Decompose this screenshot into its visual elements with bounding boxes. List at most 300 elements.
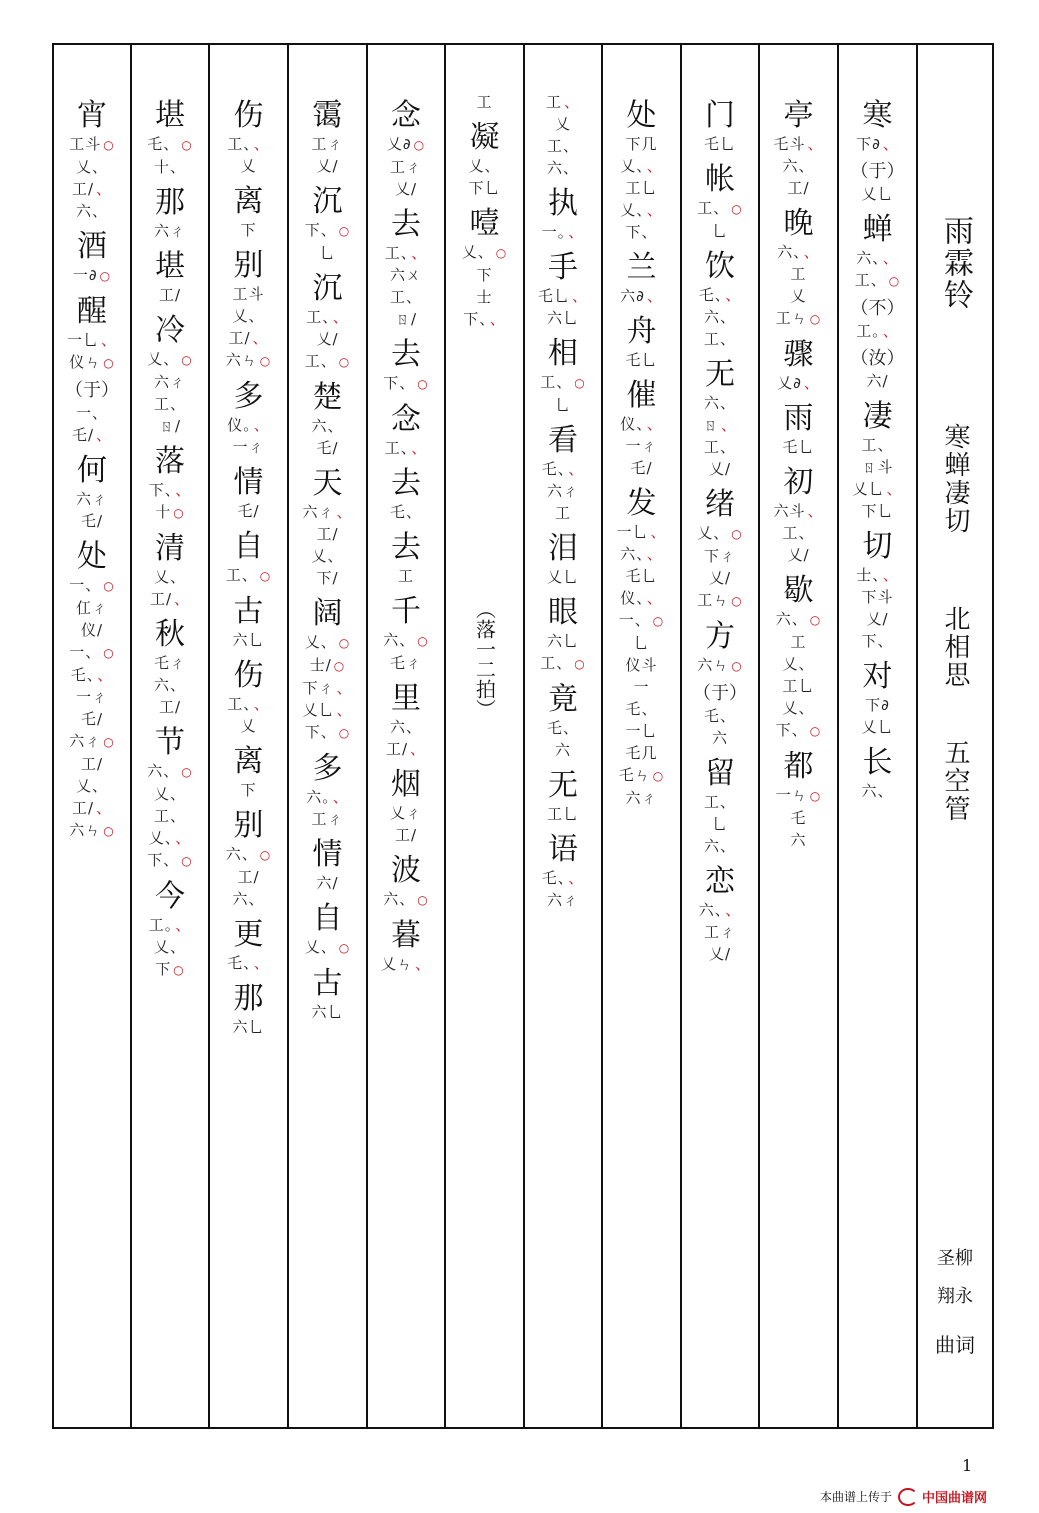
lyric-character: 多 — [312, 751, 343, 786]
gongche-note: 乂ㄣ 、 — [380, 955, 432, 973]
gongche-note: 乂∕ — [787, 546, 810, 564]
gongche-note: 工∕ 、 — [149, 590, 191, 608]
gongche-note: 下、 — [861, 632, 894, 650]
lyric-character: 离 — [233, 744, 264, 779]
lyric-character: 别 — [233, 248, 264, 283]
beat-tick-icon: 、 — [96, 180, 113, 198]
lyric-character: 帐 — [705, 162, 735, 197]
gongche-note: 乂、 — [75, 777, 108, 795]
gongche-note: 下、 — [625, 223, 658, 241]
score-column-01 — [839, 45, 918, 1427]
beat-dot-icon: ○ — [495, 246, 508, 260]
gongche-note: 工ㄣ ○ — [775, 309, 822, 327]
gongche-note: 乂、 、 — [620, 201, 663, 219]
beat-dot-icon: ○ — [173, 506, 185, 520]
gongche-note: 工ㄔ — [389, 158, 422, 176]
beat-dot-icon: ○ — [259, 848, 272, 862]
gongche-note: 六ㄣ ○ — [225, 351, 272, 369]
gongche-note: 六。 、 — [306, 788, 349, 806]
beat-tick-icon: 、 — [253, 416, 270, 434]
tune-name: 雨霖铃 — [938, 215, 973, 311]
gongche-note: 仪∕ — [80, 621, 104, 639]
gongche-note: 工乚 — [546, 805, 579, 823]
gongche-note: 下、 ○ — [304, 723, 351, 741]
lyric-character: 语 — [548, 832, 578, 867]
gongche-note: 一ㄔ — [75, 688, 108, 706]
gongche-note: 下 — [476, 266, 493, 284]
gongche-note: 乂、 — [782, 699, 815, 717]
gongche-note: 一 — [633, 678, 650, 696]
lyric-character: 堪 — [155, 98, 185, 133]
lyric-character: 凄 — [862, 399, 893, 434]
gongche-note: 下∕ — [316, 569, 339, 587]
gongche-note: 六、 — [703, 837, 736, 855]
beat-tick-icon: 、 — [882, 322, 899, 340]
gongche-note: 仪斗 — [625, 656, 658, 674]
lyric-character: 眼 — [548, 595, 578, 630]
beat-tick-icon: 、 — [411, 244, 428, 262]
gongche-note: 工、 、 — [227, 135, 270, 153]
lyric-character: 烟 — [391, 767, 421, 802]
lyric-character: 门 — [705, 98, 735, 133]
gongche-note: 工∕ 、 — [71, 180, 113, 198]
gongche-note: 工∕ — [316, 525, 339, 543]
footer — [820, 1487, 1030, 1506]
gongche-note: 乇∕ — [80, 710, 104, 728]
lyric-character: 亭 — [783, 98, 814, 133]
lyric-character: 处 — [77, 539, 107, 574]
lyric-character: 千 — [391, 594, 421, 629]
lyric-character: 去 — [391, 530, 421, 565]
lyric-character: 凝 — [469, 120, 500, 155]
beat-dot-icon: ○ — [338, 224, 351, 238]
gongche-note: 六∕ — [866, 372, 889, 390]
lyric-character: 情 — [312, 837, 343, 872]
lyric-character: 留 — [705, 756, 735, 791]
gongche-note: 六ㄔ — [75, 490, 108, 508]
beat-dot-icon: ○ — [103, 824, 115, 838]
gongche-note: 士、 、 — [856, 566, 899, 584]
lyric-character: 泪 — [548, 531, 578, 566]
footer-text: 本曲谱上传于 — [820, 1490, 893, 1504]
lyric-character: 噎 — [469, 206, 500, 241]
lyric-character: 别 — [233, 808, 264, 843]
beat-tick-icon: 、 — [253, 954, 270, 972]
beat-tick-icon: 、 — [886, 480, 903, 498]
gongche-note: ㄖ 、 — [702, 416, 738, 434]
gongche-note: 乂∂ ○ — [386, 135, 426, 153]
gongche-note: 六乚 — [232, 631, 265, 649]
beat-tick-icon: 、 — [336, 701, 353, 719]
beat-tick-icon: 、 — [568, 869, 585, 887]
gongche-note: ㄖ斗 — [861, 458, 894, 476]
lyric-character: 去 — [391, 466, 421, 501]
beat-tick-icon: 、 — [646, 545, 663, 563]
inserted-syllable: （不） — [850, 298, 905, 319]
gongche-note: 乚 — [633, 634, 650, 652]
gongche-note: 一∂ ○ — [72, 266, 112, 284]
title-column — [918, 45, 992, 1427]
gongche-note: 十、 — [153, 158, 186, 176]
gongche-note: 六、 ○ — [775, 610, 822, 628]
gongche-note: 乂乚 — [546, 568, 579, 586]
gongche-note: 六ㄔ — [153, 222, 186, 240]
lyric-character: 情 — [233, 465, 264, 500]
lyric-character: 晚 — [783, 206, 814, 241]
gongche-note: 一ㄔ — [232, 438, 265, 456]
gongche-note: 士∕ ○ — [309, 656, 346, 674]
gongche-note: 六、 、 — [856, 249, 899, 267]
lyric-character: 去 — [391, 337, 421, 372]
gongche-note: 乂、 — [153, 938, 186, 956]
gongche-note: 乇、 — [389, 503, 422, 521]
gongche-note: 一ㄣ ○ — [775, 786, 822, 804]
beat-dot-icon: ○ — [181, 138, 193, 152]
beat-dot-icon: ○ — [809, 789, 822, 803]
gongche-note: 六∂ 、 — [620, 287, 663, 305]
gongche-note: 六斗 、 — [773, 502, 824, 520]
beat-dot-icon: ○ — [652, 614, 665, 628]
gongche-note: 工∕ — [158, 698, 182, 716]
gongche-note: 工、 — [703, 330, 736, 348]
lyric-character: 去 — [391, 207, 421, 242]
gongche-note: 工 — [790, 633, 807, 651]
gongche-note: 下∂ 、 — [856, 135, 899, 153]
beat-dot-icon: ○ — [181, 353, 193, 367]
gongche-note: 六、 ○ — [383, 631, 429, 649]
beat-tick-icon: 、 — [725, 901, 742, 919]
gongche-note: 工 、 — [545, 93, 581, 111]
gongche-note: 六ㄣ ○ — [697, 656, 743, 674]
beat-tick-icon: 、 — [253, 135, 270, 153]
lyric-character: 自 — [312, 901, 343, 936]
score-column-11 — [54, 45, 132, 1427]
gongche-note: 六、 — [703, 308, 736, 326]
gongche-note: 乂ㄔ — [389, 804, 422, 822]
gongche-note: 一乚 、 — [66, 331, 118, 349]
beat-tick-icon: 、 — [646, 201, 663, 219]
gongche-note: 工 — [790, 265, 807, 283]
beat-dot-icon: ○ — [731, 527, 743, 541]
gongche-note: 一乚 、 — [616, 523, 667, 541]
lyric-character: 今 — [155, 879, 185, 914]
score-column-04 — [603, 45, 682, 1427]
gongche-note: 工、 ○ — [540, 373, 586, 391]
gongche-note: 乂∕ — [708, 569, 732, 587]
gongche-note: 乇、 — [703, 707, 736, 725]
inserted-syllable: （汝） — [850, 348, 905, 369]
gongche-note: 工∕ 、 — [385, 740, 427, 758]
gongche-note: 六、 ○ — [225, 845, 272, 863]
gongche-note: 乇、 、 — [698, 286, 742, 304]
lyric-character: 发 — [626, 486, 657, 521]
inserted-syllable: （于） — [693, 683, 747, 704]
gongche-note: 乇、 、 — [70, 666, 114, 684]
score-column-09 — [210, 45, 289, 1427]
gongche-note: 工 — [554, 504, 571, 522]
lyric-character: 落 — [155, 444, 185, 479]
lyric-character: 天 — [312, 466, 343, 501]
lyric-character: 竟 — [548, 682, 578, 717]
gongche-note: 乂、 — [468, 157, 501, 175]
gongche-note: 六乚 — [546, 309, 579, 327]
gongche-note: 乇乚 、 — [537, 287, 589, 305]
gongche-note: 下、 ○ — [304, 221, 351, 239]
gongche-note: 六 — [790, 831, 807, 849]
gongche-note: 工∕ 、 — [228, 329, 269, 347]
gongche-note: 乂∕ — [708, 460, 732, 478]
lyric-character: 蝉 — [862, 212, 893, 247]
gongche-note: 六、 — [153, 676, 186, 694]
first-line: 寒蝉凄切 — [940, 423, 970, 535]
gongche-note: 乂、 — [232, 307, 265, 325]
beat-tick-icon: 、 — [564, 93, 581, 111]
gongche-note: 工、 — [546, 137, 579, 155]
lyric-character: 兰 — [626, 250, 657, 285]
gongche-note: 六ㄔ — [546, 891, 579, 909]
gongche-note: 乂∕ — [394, 180, 418, 198]
gongche-note: 工乚 — [782, 677, 815, 695]
beat-tick-icon: 、 — [411, 439, 428, 457]
beat-dot-icon: ○ — [99, 269, 112, 283]
score-column-02 — [760, 45, 839, 1427]
gongche-note: 工、 — [153, 395, 186, 413]
lyric-character: 舟 — [626, 314, 657, 349]
gongche-note: 乇、 、 — [227, 954, 270, 972]
footer-site-link[interactable]: 中国曲谱网 — [922, 1491, 988, 1506]
lyric-character: 相 — [548, 336, 578, 371]
gongche-note: 下ㄔ 、 — [302, 679, 353, 697]
credit-role: 曲词 — [935, 1333, 975, 1357]
lyric-character: 无 — [705, 357, 735, 392]
gongche-note: 下几 — [625, 135, 658, 153]
score-column-06 — [446, 45, 525, 1427]
gongche-note: 下∂ — [865, 696, 890, 714]
gongche-note: 六、 — [232, 890, 265, 908]
lyric-character: 饮 — [705, 249, 735, 284]
gongche-note: 工。 、 — [148, 916, 192, 934]
beat-tick-icon: 、 — [568, 223, 585, 241]
lyric-character: 波 — [391, 853, 421, 888]
beat-tick-icon: 、 — [97, 666, 114, 684]
gongche-note: ㄖ∕ — [394, 310, 418, 328]
gongche-note: 下、 ○ — [147, 851, 193, 869]
gongche-note: 工、 ○ — [854, 271, 901, 289]
beat-tick-icon: 、 — [101, 331, 118, 349]
gongche-note: 乇ㄔ — [153, 654, 186, 672]
gongche-note: 乇、 — [625, 700, 658, 718]
gongche-note: 工∕ — [787, 179, 810, 197]
gongche-note: 下 — [240, 781, 257, 799]
lyric-character: 堪 — [155, 249, 185, 284]
lyric-character: 沉 — [312, 271, 343, 306]
gongche-note: 工、 、 — [306, 308, 349, 326]
gongche-note: 乂∕ — [866, 610, 889, 628]
gongche-note: 乂乚 — [861, 185, 894, 203]
gongche-note: 工∕ — [158, 286, 182, 304]
lyric-character: 初 — [783, 465, 814, 500]
gongche-note: 士 — [476, 288, 493, 306]
lyric-character: 自 — [233, 529, 264, 564]
gongche-note: 乂、 ○ — [461, 243, 508, 261]
gongche-note: 六、 — [311, 417, 344, 435]
gongche-note: 下、 、 — [148, 481, 192, 499]
lyric-character: 看 — [548, 423, 578, 458]
gongche-note: 乇 — [790, 809, 807, 827]
beat-tick-icon: 、 — [803, 243, 820, 261]
beat-tick-icon: 、 — [725, 286, 742, 304]
gongche-note: 工、 、 — [227, 695, 270, 713]
beat-dot-icon: ○ — [417, 634, 429, 648]
beat-dot-icon: ○ — [413, 138, 426, 152]
gongche-note: 乂、 、 — [148, 829, 192, 847]
lyric-character: 那 — [155, 185, 185, 220]
gongche-note: 六ㄔ ○ — [69, 732, 115, 750]
site-logo-icon — [898, 1488, 918, 1506]
beat-tick-icon: 、 — [175, 481, 192, 499]
lyric-character: 寒 — [862, 98, 893, 133]
gongche-note: 一、 ○ — [69, 576, 115, 594]
beat-tick-icon: 、 — [332, 788, 349, 806]
gongche-note: 六、 — [389, 718, 422, 736]
score-column-03 — [682, 45, 760, 1427]
beat-tick-icon: 、 — [174, 590, 191, 608]
gongche-note: 六、 — [546, 159, 579, 177]
gongche-note: 仪ㄣ ○ — [69, 353, 115, 371]
gongche-note: 工∕ 、 — [71, 799, 113, 817]
beat-dot-icon: ○ — [731, 202, 743, 216]
beat-tick-icon: 、 — [568, 460, 585, 478]
gongche-note: 乂∂ 、 — [777, 374, 820, 392]
gongche-note: 乇乚 — [625, 351, 658, 369]
lyric-character: 秋 — [155, 617, 185, 652]
lyric-character: 念 — [391, 98, 421, 133]
lyric-character: 霭 — [312, 98, 343, 133]
lyric-character: 处 — [626, 98, 657, 133]
beat-dot-icon: ○ — [173, 963, 185, 977]
lyric-character: 更 — [233, 917, 264, 952]
gongche-note: 六ㄔ — [546, 482, 579, 500]
gongche-note: 乂∕ — [316, 157, 339, 175]
lyric-character: 多 — [233, 379, 264, 414]
gongche-note: 乂、 ○ — [697, 524, 743, 542]
gongche-note: 工斗 — [232, 285, 265, 303]
beat-dot-icon: ○ — [652, 769, 665, 783]
gongche-note: 仜ㄔ — [75, 599, 108, 617]
score-column-08 — [289, 45, 368, 1427]
gongche-note: 仪、 、 — [620, 415, 663, 433]
gongche-note: 工斗 ○ — [69, 135, 115, 153]
lyric-character: 古 — [233, 594, 264, 629]
beat-dot-icon: ○ — [888, 274, 901, 288]
gongche-note: 乇乚 — [782, 438, 815, 456]
gongche-note: 工、 — [389, 288, 422, 306]
gongche-note: 工ㄔ — [703, 923, 736, 941]
gongche-note: 工ㄔ — [311, 135, 344, 153]
gongche-note: 六、 — [75, 202, 108, 220]
lyric-character: 何 — [77, 453, 107, 488]
gongche-note: 六ㄣ ○ — [69, 821, 115, 839]
beat-dot-icon: ○ — [338, 636, 351, 650]
score-column-07 — [368, 45, 446, 1427]
gongche-note: 乇乚 — [703, 135, 736, 153]
beat-dot-icon: ○ — [574, 657, 586, 671]
beat-dot-icon: ○ — [259, 569, 272, 583]
lyric-character: 宵 — [77, 98, 107, 133]
gongche-note: 乇几 — [625, 744, 658, 762]
gongche-note: 乂 — [240, 157, 257, 175]
gongche-note: 六ㄨ — [389, 266, 422, 284]
gongche-note: 一、 ○ — [69, 643, 115, 661]
gongche-note: 乇∕ 、 — [71, 426, 113, 444]
gongche-note: 乂 — [554, 115, 571, 133]
gongche-note: 工、 ○ — [697, 199, 743, 217]
gongche-note: 乂、 ○ — [147, 350, 193, 368]
gongche-note: 工、 — [703, 438, 736, 456]
gongche-note: 乂、 — [782, 655, 815, 673]
lyric-character: 催 — [626, 378, 657, 413]
gongche-note: 六 — [711, 729, 728, 747]
lyric-character: 醒 — [77, 294, 107, 329]
page-number: 1 — [962, 1456, 973, 1475]
gongche-note: 乂乚 、 — [302, 701, 353, 719]
lyric-character: 离 — [233, 184, 264, 219]
gongche-note: 六、 ○ — [383, 890, 429, 908]
gongche-note: 六、 ○ — [147, 762, 193, 780]
lyric-character: 节 — [155, 725, 185, 760]
gongche-note: 下乚 — [468, 179, 501, 197]
beat-tick-icon: 、 — [336, 679, 353, 697]
gongche-note: 工、 ○ — [540, 654, 586, 672]
gongche-note: 乂、 — [153, 568, 186, 586]
lyric-character: 绪 — [705, 487, 735, 522]
gongche-note: 下ㄔ — [703, 547, 736, 565]
lyric-character: 长 — [862, 745, 893, 780]
beat-dot-icon: ○ — [809, 724, 822, 738]
lyric-character: 歇 — [783, 573, 814, 608]
beat-dot-icon: ○ — [333, 659, 346, 673]
gongche-note: 乇∕ — [237, 502, 260, 520]
gongche-note: 乇、 ○ — [147, 135, 193, 153]
credit-names: 圣柳 — [937, 1248, 973, 1269]
gongche-note: 下乚 — [861, 502, 894, 520]
gongche-note: 六、 — [782, 157, 815, 175]
lyric-character: 里 — [391, 681, 421, 716]
gongche-note: 乇、 、 — [541, 869, 585, 887]
gongche-note: 仪、 、 — [620, 589, 663, 607]
gongche-note: 乂∕ — [708, 945, 732, 963]
lyric-character: 骤 — [783, 337, 814, 372]
beat-tick-icon: 、 — [646, 157, 663, 175]
gongche-note: 一ㄔ — [625, 437, 658, 455]
gongche-note: 乂、 、 — [620, 157, 663, 175]
lyric-character: 恋 — [705, 864, 735, 899]
mode-name: 北相思 — [940, 605, 970, 689]
gongche-note: 乇、 、 — [541, 460, 585, 478]
gongche-note: 工、 ○ — [304, 352, 351, 370]
gongche-note: 工、 、 — [384, 439, 428, 457]
beat-dot-icon: ○ — [103, 735, 115, 749]
beat-tick-icon: 、 — [650, 523, 667, 541]
lyric-character: 那 — [233, 981, 264, 1016]
gongche-note: 六乚 — [232, 1018, 265, 1036]
beat-tick-icon: 、 — [410, 740, 427, 758]
beat-dot-icon: ○ — [574, 376, 586, 390]
beat-dot-icon: ○ — [103, 356, 115, 370]
gongche-note: 六乚 — [311, 1003, 344, 1021]
gongche-note: ㄖ∕ — [158, 417, 182, 435]
beat-tick-icon: 、 — [646, 589, 663, 607]
